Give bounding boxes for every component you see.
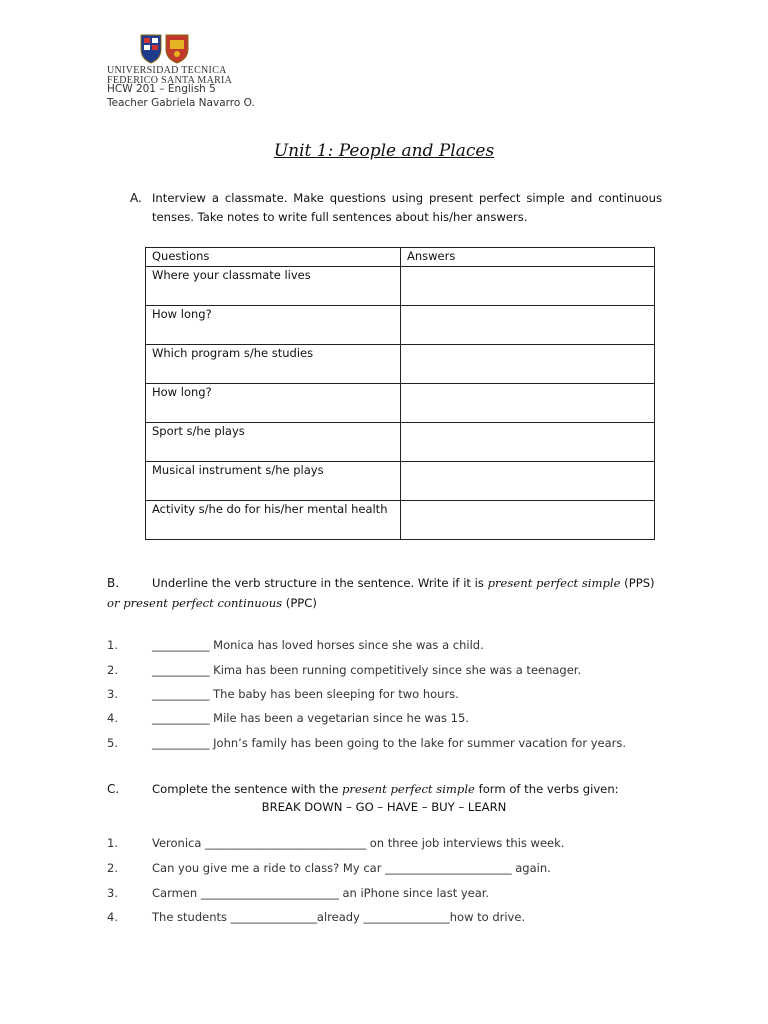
section-b-instruction bbox=[152, 574, 655, 593]
section-c-letter: C. bbox=[107, 782, 120, 796]
answer-cell[interactable] bbox=[401, 306, 655, 345]
exercise-item: Can you give me a ride to class? My car ______________________ again. bbox=[152, 861, 551, 875]
page-title: Unit 1: People and Places bbox=[273, 141, 495, 161]
answer-cell[interactable] bbox=[401, 384, 655, 423]
item-number: 3. bbox=[107, 687, 118, 701]
answers-header: Answers bbox=[401, 248, 655, 267]
university-name-line1: UNIVERSIDAD TECNICA bbox=[107, 65, 227, 76]
section-b-instruction-text: Underline the verb structure in the sentence. Write if it is bbox=[152, 576, 488, 590]
exercise-item: __________ Monica has loved horses since she was a child. bbox=[152, 638, 484, 652]
exercise-item: __________ John’s family has been going to the lake for summer vacation for years. bbox=[152, 736, 627, 750]
answer-cell[interactable] bbox=[401, 462, 655, 501]
answer-cell[interactable] bbox=[401, 345, 655, 384]
question-cell: Activity s/he do for his/her mental health bbox=[146, 501, 401, 540]
item-number: 2. bbox=[107, 861, 118, 875]
item-number: 5. bbox=[107, 736, 118, 750]
table-row bbox=[146, 384, 655, 423]
verb-list: BREAK DOWN – GO – HAVE – BUY – LEARN bbox=[261, 800, 507, 814]
item-number: 4. bbox=[107, 910, 118, 924]
question-cell: Which program s/he studies bbox=[146, 345, 401, 384]
question-cell: How long? bbox=[146, 384, 401, 423]
teacher-name: Teacher Gabriela Navarro O. bbox=[107, 97, 255, 109]
item-number: 1. bbox=[107, 836, 118, 850]
question-cell: Where your classmate lives bbox=[146, 267, 401, 306]
section-c-instruction bbox=[152, 780, 619, 799]
item-number: 3. bbox=[107, 886, 118, 900]
item-number: 4. bbox=[107, 711, 118, 725]
section-c-instruction-emphasis: present perfect simple bbox=[342, 782, 475, 796]
questions-header: Questions bbox=[146, 248, 401, 267]
table-row bbox=[146, 501, 655, 540]
answer-cell[interactable] bbox=[401, 423, 655, 462]
exercise-item: __________ Mile has been a vegetarian since he was 15. bbox=[152, 711, 469, 725]
question-cell: Sport s/he plays bbox=[146, 423, 401, 462]
section-b-instruction-line2 bbox=[107, 594, 317, 613]
answer-cell[interactable] bbox=[401, 501, 655, 540]
table-row bbox=[146, 462, 655, 501]
university-name-line2: FEDERICO SANTA MARIA bbox=[107, 75, 233, 86]
exercise-item: __________ Kima has been running competitively since she was a teenager. bbox=[152, 663, 582, 677]
table-row bbox=[146, 267, 655, 306]
exercise-item: The students _______________already _______________how to drive. bbox=[152, 910, 526, 924]
exercise-item: Veronica ____________________________ on three job interviews this week. bbox=[152, 836, 565, 850]
section-a-instruction-line1: Interview a classmate. Make questions using present perfect simple and continuous bbox=[152, 191, 662, 205]
exercise-item: __________ The baby has been sleeping for two hours. bbox=[152, 687, 459, 701]
table-header-row bbox=[146, 248, 655, 267]
item-number: 2. bbox=[107, 663, 118, 677]
item-number: 1. bbox=[107, 638, 118, 652]
university-logo bbox=[140, 34, 190, 64]
section-b-letter: B. bbox=[107, 576, 120, 590]
exercise-item: Carmen ________________________ an iPhone since last year. bbox=[152, 886, 490, 900]
question-cell: Musical instrument s/he plays bbox=[146, 462, 401, 501]
course-code: HCW 201 – English 5 bbox=[107, 83, 216, 95]
section-b-instruction-text: (PPC) bbox=[282, 596, 317, 610]
section-c-instruction-text: form of the verbs given: bbox=[474, 782, 619, 796]
section-b-instruction-text: (PPS) bbox=[620, 576, 655, 590]
table-row bbox=[146, 345, 655, 384]
section-a-letter: A. bbox=[130, 191, 142, 205]
section-a-instruction-line2: tenses. Take notes to write full sentences about his/her answers. bbox=[152, 210, 528, 224]
table-row bbox=[146, 306, 655, 345]
answer-cell[interactable] bbox=[401, 267, 655, 306]
table-row bbox=[146, 423, 655, 462]
section-b-instruction-emphasis: or present perfect continuous bbox=[107, 596, 283, 610]
question-cell: How long? bbox=[146, 306, 401, 345]
section-c-instruction-text: Complete the sentence with the bbox=[152, 782, 343, 796]
section-b-instruction-emphasis: present perfect simple bbox=[487, 576, 621, 590]
interview-table bbox=[145, 247, 655, 540]
